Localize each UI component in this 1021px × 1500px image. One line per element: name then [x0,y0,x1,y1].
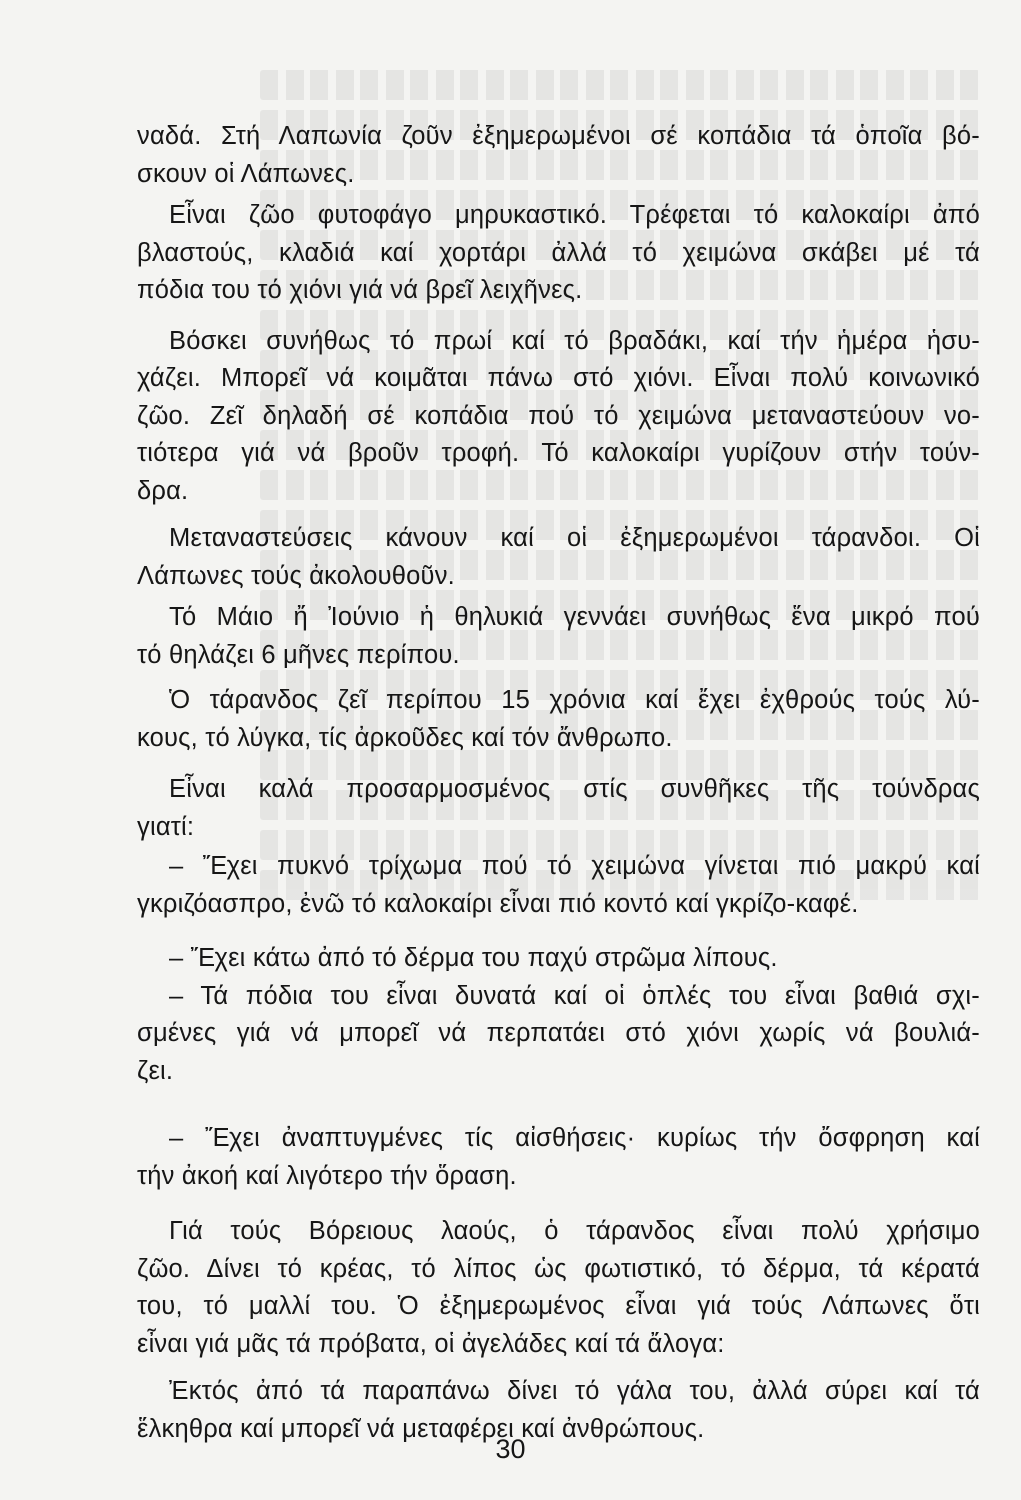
paragraph [137,118,980,193]
paragraph [137,682,980,757]
text-line: τό θηλάζει 6 μῆνες περίπου. [137,640,460,669]
text-line: – Ἔχει ἀναπτυγμένες τίς αἰσθήσεις· κυρίως τήν ὄσφρηση καί [169,1124,980,1152]
text-line: γκριζόασπρο, ἐνῶ τό καλοκαίρι εἶναι πιό κοντό καί γκρίζο-καφέ. [137,889,859,918]
paragraph [137,1213,980,1363]
text-line: σκουν οἱ Λάπωνες. [137,159,355,188]
text-line: κους, τό λύγκα, τίς ἀρκοῦδες καί τόν ἄνθρωπο. [137,723,673,752]
text-line: – Ἔχει κάτω ἀπό τό δέρμα του παχύ στρῶμα λίπους. [169,944,778,972]
paragraph [137,197,980,310]
text-line: Μεταναστεύσεις κάνουν καί οἱ ἐξημερωμένοι τάρανδοι. Οἱ [169,524,980,552]
paragraph [137,771,980,846]
paragraph [137,520,980,595]
text-line: ναδά. Στή Λαπωνία ζοῦν ἐξημερωμένοι σέ κοπάδια τά ὁποῖα βό- [137,122,980,150]
text-line: σμένες γιά νά μπορεῖ νά περπατάει στό χιόνι χωρίς νά βουλιά- [137,1019,980,1047]
text-line: βλαστούς, κλαδιά καί χορτάρι ἀλλά τό χειμώνα σκάβει μέ τά [137,238,980,267]
text-line: ζῶο. Ζεῖ δηλαδή σέ κοπάδια πού τό χειμώνα μεταναστεύουν νο- [137,401,980,430]
paragraph [137,599,980,674]
list-item [137,940,980,978]
text-line: του, τό μαλλί του. Ὁ ἐξημερωμένος εἶναι γιά τούς Λάπωνες ὅτι [137,1292,980,1320]
text-line: ἕλκηθρα καί μπορεῖ νά μεταφέρει καί ἀνθρώπους. [137,1414,705,1443]
text-line: τιότερα γιά νά βροῦν τροφή. Τό καλοκαίρι γυρίζουν στήν τούν- [137,439,980,467]
text-line: εἶναι γιά μᾶς τά πρόβατα, οἱ ἀγελάδες καί τά ἄλογα: [137,1329,725,1358]
text-line: γιατί: [137,812,195,841]
text-line: ζει. [137,1056,174,1085]
text-line: – Ἔχει πυκνό τρίχωμα πού τό χειμώνα γίνεται πιό μακρύ καί [169,852,980,880]
text-line: Εἶναι ζῶο φυτοφάγο μηρυκαστικό. Τρέφεται τό καλοκαίρι ἀπό [169,201,980,229]
text-line: Εἶναι καλά προσαρμοσμένος στίς συνθῆκες τῆς τούνδρας [169,775,980,803]
text-line: Τό Μάιο ἤ Ἰούνιο ἡ θηλυκιά γεννάει συνήθως ἕνα μικρό πού [169,603,980,631]
text-line: δρα. [137,476,189,505]
text-line: Γιά τούς Βόρειους λαούς, ὁ τάρανδος εἶναι πολύ χρήσιμο [169,1217,980,1245]
text-line: τήν ἀκοή καί λιγότερο τήν ὅραση. [137,1161,517,1190]
text-line: Ἐκτός ἀπό τά παραπάνω δίνει τό γάλα του, ἀλλά σύρει καί τά [169,1377,980,1405]
paragraph [137,323,980,511]
text-line: πόδια του τό χιόνι γιά νά βρεῖ λειχῆνες. [137,276,583,304]
list-item [137,1120,980,1195]
text-line: ζῶο. Δίνει τό κρέας, τό λίπος ὡς φωτιστικό, τό δέρμα, τά κέρατά [137,1254,980,1283]
text-line: Ὁ τάρανδος ζεῖ περίπου 15 χρόνια καί ἔχει ἐχθρούς τούς λύ- [169,686,980,714]
text-line: Βόσκει συνήθως τό πρωί καί τό βραδάκι, καί τήν ἡμέρα ἡσυ- [169,326,980,355]
body-text [137,118,980,1448]
page-number: 30 [495,1434,526,1464]
text-line: – Τά πόδια του εἶναι δυνατά καί οἱ ὁπλές του εἶναι βαθιά σχι- [169,981,980,1010]
text-line: Λάπωνες τούς ἀκολουθοῦν. [137,561,455,590]
list-item [137,848,980,923]
text-line: χάζει. Μπορεῖ νά κοιμᾶται πάνω στό χιόνι. Εἶναι πολύ κοινωνικό [137,364,980,392]
list-item [137,978,980,1091]
